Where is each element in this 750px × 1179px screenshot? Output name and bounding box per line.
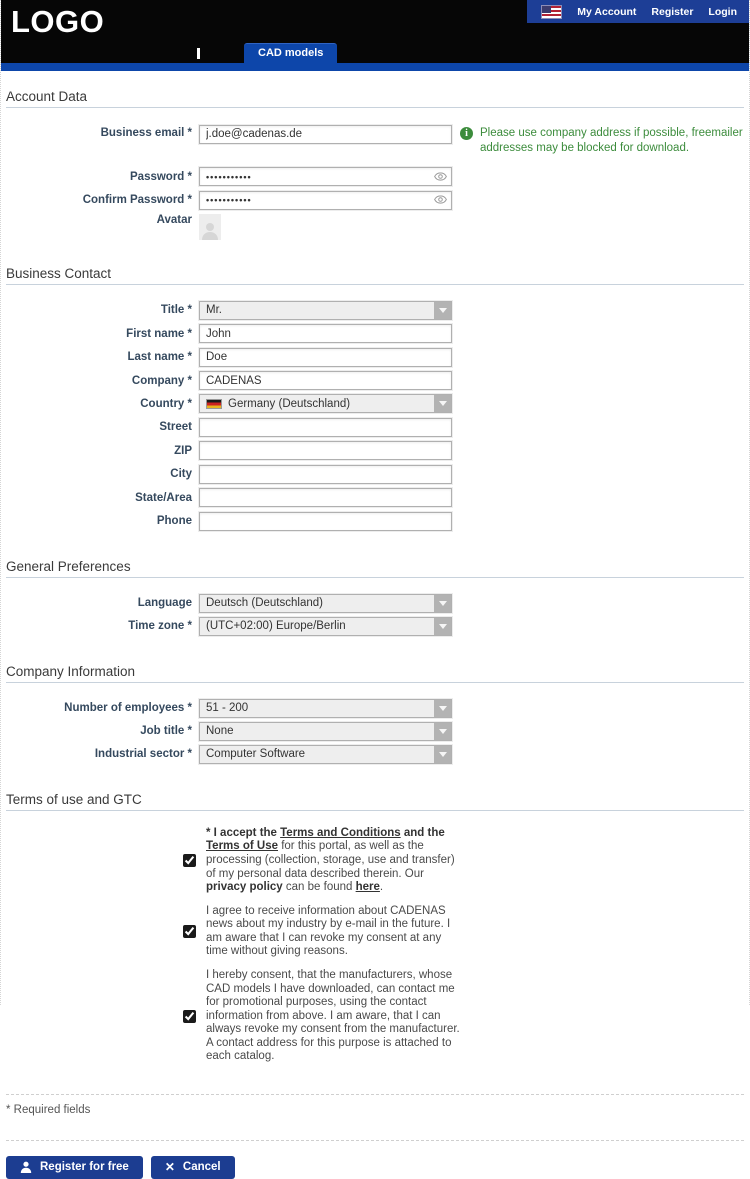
title-label: Title * xyxy=(160,304,192,317)
logo: LOGO xyxy=(11,4,105,39)
privacy-policy-here-link[interactable]: here xyxy=(355,881,380,894)
country-select[interactable] xyxy=(199,394,452,413)
terms-text-bold: and the xyxy=(400,826,445,839)
newsletter-consent-checkbox[interactable] xyxy=(183,925,196,938)
section-title-terms: Terms of use and GTC xyxy=(6,792,744,811)
top-nav xyxy=(527,0,749,23)
last-name-input[interactable] xyxy=(199,348,452,367)
show-password-icon[interactable] xyxy=(434,171,447,182)
chevron-down-icon[interactable] xyxy=(434,746,451,763)
zip-row xyxy=(6,441,744,461)
app-header xyxy=(1,0,749,63)
form-actions xyxy=(6,1141,744,1179)
confirm-password-input[interactable] xyxy=(199,191,452,210)
business-email-label: Business email * xyxy=(100,127,192,139)
zip-label: ZIP xyxy=(174,444,192,457)
job-title-label: Job title * xyxy=(140,725,192,738)
phone-input[interactable] xyxy=(199,512,452,531)
terms-text: . xyxy=(379,881,384,894)
company-input[interactable] xyxy=(199,371,452,390)
timezone-row xyxy=(6,617,744,636)
job-title-select-value: None xyxy=(206,725,234,738)
title-row xyxy=(6,301,744,320)
country-label: Country * xyxy=(140,397,192,410)
timezone-label: Time zone * xyxy=(128,620,192,633)
newsletter-consent-text: I agree to receive information about CADENAS news about my industry by e-mail in the future. I am aware that I can revoke my consent at any time without giving reasons. xyxy=(206,904,451,958)
language-select[interactable] xyxy=(199,594,452,613)
germany-flag-icon xyxy=(206,399,222,409)
section-title-business-contact: Business Contact xyxy=(6,266,744,285)
info-icon: i xyxy=(460,127,473,140)
city-label: City xyxy=(170,468,192,481)
job-title-row xyxy=(6,722,744,741)
terms-text-bold: * I accept the xyxy=(206,826,281,839)
timezone-select-value: (UTC+02:00) Europe/Berlin xyxy=(206,620,346,633)
state-row xyxy=(6,488,744,508)
terms-checkbox2-row xyxy=(6,905,744,959)
email-note-text: Please use company address if possible, freemailer addresses may be blocked for download. xyxy=(480,127,743,154)
terms-checkbox3-row xyxy=(6,969,744,1064)
terms-text: for this portal, as well as the processing (collection, storage, use and transfer) of my personal data described therein. Our xyxy=(206,840,455,880)
manufacturer-contact-text: I hereby consent, that the manufacturers, whose CAD models I have downloaded, can contact me for promotional purposes, using the contact information from above. I am aware, that I can always revoke my consent from the manufacturer. A contact address for this purpose is attached to each catalog. xyxy=(206,968,460,1063)
terms-text: can be found xyxy=(282,881,356,894)
employees-select[interactable] xyxy=(199,699,452,718)
phone-row xyxy=(6,511,744,531)
us-flag-icon[interactable] xyxy=(541,5,562,19)
tab-strip xyxy=(1,45,749,63)
confirm-password-row xyxy=(6,190,744,210)
registration-form xyxy=(1,71,749,1179)
person-icon xyxy=(20,1161,32,1173)
language-select-value: Deutsch (Deutschland) xyxy=(206,597,323,610)
language-row xyxy=(6,594,744,613)
language-label: Language xyxy=(137,597,192,610)
password-row xyxy=(6,167,744,187)
confirm-password-label: Confirm Password * xyxy=(82,194,192,207)
company-label: Company * xyxy=(131,374,192,387)
section-title-company-information: Company Information xyxy=(6,664,744,683)
section-title-general-preferences: General Preferences xyxy=(6,559,744,578)
industrial-sector-select-value: Computer Software xyxy=(206,748,306,761)
industrial-sector-label: Industrial sector * xyxy=(94,748,192,761)
company-row xyxy=(6,371,744,391)
chevron-down-icon[interactable] xyxy=(434,723,451,740)
chevron-down-icon[interactable] xyxy=(434,595,451,612)
country-row xyxy=(6,394,744,413)
manufacturer-contact-checkbox[interactable] xyxy=(183,1010,196,1023)
cancel-button[interactable] xyxy=(151,1156,235,1179)
last-name-row xyxy=(6,347,744,367)
employees-select-value: 51 - 200 xyxy=(206,702,249,715)
terms-and-conditions-link[interactable]: Terms and Conditions xyxy=(280,826,401,839)
street-row xyxy=(6,417,744,437)
avatar-placeholder[interactable] xyxy=(199,214,221,240)
zip-input[interactable] xyxy=(199,441,452,460)
chevron-down-icon[interactable] xyxy=(434,700,451,717)
register-for-free-button[interactable] xyxy=(6,1156,143,1179)
first-name-row xyxy=(6,324,744,344)
title-select-value: Mr. xyxy=(206,304,222,317)
show-confirm-password-icon[interactable] xyxy=(434,194,447,205)
accept-terms-text xyxy=(206,827,466,895)
avatar-label: Avatar xyxy=(156,213,192,226)
first-name-input[interactable] xyxy=(199,324,452,343)
close-icon: ✕ xyxy=(164,1160,175,1175)
section-title-account-data: Account Data xyxy=(6,89,744,108)
street-label: Street xyxy=(159,421,192,434)
last-name-label: Last name * xyxy=(127,351,192,364)
privacy-policy-text: privacy policy xyxy=(206,881,283,894)
industrial-sector-select[interactable] xyxy=(199,745,452,764)
city-row xyxy=(6,464,744,484)
chevron-down-icon[interactable] xyxy=(434,618,451,635)
title-select[interactable] xyxy=(199,301,452,320)
job-title-select[interactable] xyxy=(199,722,452,741)
tab-divider xyxy=(197,48,200,59)
tab-cad-models[interactable]: CAD models xyxy=(244,43,337,63)
employees-label: Number of employees * xyxy=(64,702,192,715)
street-input[interactable] xyxy=(199,418,452,437)
register-link[interactable]: Register xyxy=(651,5,694,18)
password-input[interactable] xyxy=(199,167,452,186)
password-label: Password * xyxy=(130,170,192,183)
business-email-input[interactable] xyxy=(199,125,452,144)
chevron-down-icon[interactable] xyxy=(434,302,451,319)
required-fields-note: * Required fields xyxy=(6,1103,91,1116)
timezone-select[interactable] xyxy=(199,617,452,636)
register-button-label: Register for free xyxy=(40,1161,129,1174)
state-input[interactable] xyxy=(199,488,452,507)
accent-bar xyxy=(1,63,749,71)
terms-checkbox1-row xyxy=(6,827,744,895)
state-label: State/Area xyxy=(135,491,192,504)
my-account-link[interactable]: My Account xyxy=(577,5,637,18)
phone-label: Phone xyxy=(156,515,192,528)
country-select-value: Germany (Deutschland) xyxy=(228,397,351,410)
login-link[interactable]: Login xyxy=(708,5,737,18)
business-email-row xyxy=(6,124,744,156)
cancel-button-label: Cancel xyxy=(182,1161,221,1174)
employees-row xyxy=(6,699,744,718)
accept-terms-checkbox[interactable] xyxy=(183,854,196,867)
email-note xyxy=(460,124,746,156)
city-input[interactable] xyxy=(199,465,452,484)
industrial-sector-row xyxy=(6,745,744,764)
terms-of-use-link[interactable]: Terms of Use xyxy=(206,840,279,853)
chevron-down-icon[interactable] xyxy=(434,395,451,412)
avatar-row xyxy=(6,214,744,240)
first-name-label: First name * xyxy=(126,327,192,340)
